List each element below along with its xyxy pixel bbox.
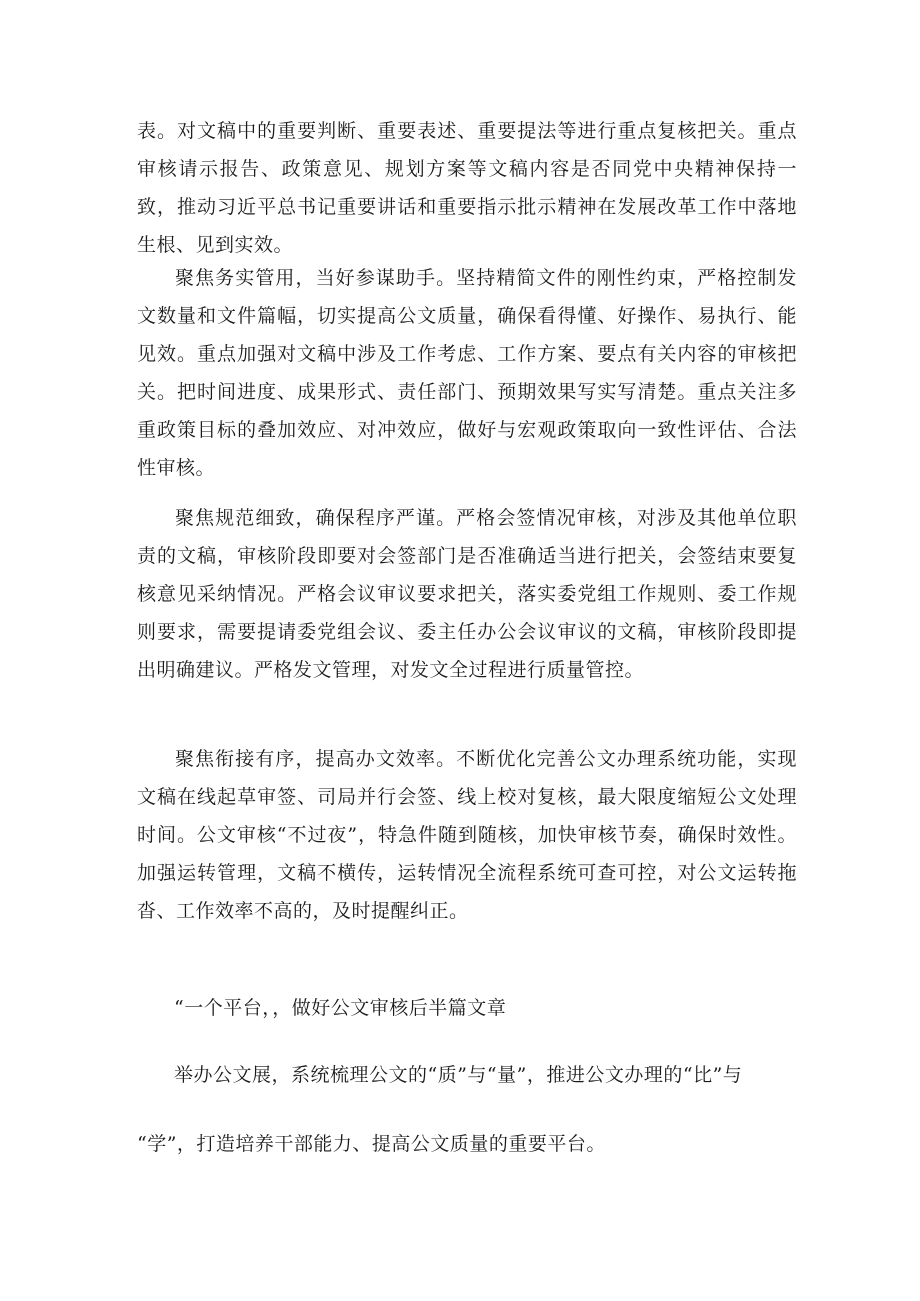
- closing-line-2: “学”，打造培养干部能力、提高公文质量的重要平台。: [137, 1133, 606, 1155]
- paragraph-practical: 聚焦务实管用，当好参谋助手。坚持精简文件的刚性约束，严格控制发文数量和文件篇幅，切实提高公文质量，确保看得懂、好操作、易执行、能见效。重点加强对文稿中涉及工作考虑、工作方案、要点有关内容的审核把关。把时间进度、成果形式、责任部门、预期效果写实写清楚。重点关注多重政策目标的叠加效应、对冲效应，做好与宏观政策取向一致性评估、合法性审核。: [137, 267, 797, 479]
- paragraph-continued: 表。对文稿中的重要判断、重要表述、重要提法等进行重点复核把关。重点审核请示报告、政策意见、规划方案等文稿内容是否同党中央精神保持一致，推动习近平总书记重要讲话和重要指示批示精神在发展改革工作中落地生根、见到实效。: [137, 120, 797, 256]
- paragraph-procedure: 聚焦规范细致，确保程序严谨。严格会签情况审核，对涉及其他单位职责的文稿，审核阶段即要对会签部门是否准确适当进行把关，会签结束要复核意见采纳情况。严格会议审议要求把关，落实委党组工作规则、委工作规则要求，需要提请委党组会议、委主任办公会议审议的文稿，审核阶段即提出明确建议。严格发文管理，对发文全过程进行质量管控。: [137, 507, 797, 681]
- section-heading: “一个平台，，做好公文审核后半篇文章: [174, 997, 507, 1019]
- closing-line-1: 举办公文展，系统梳理公文的“质”与“量”，推进公文办理的“比”与: [174, 1064, 743, 1086]
- paragraph-efficiency: 聚焦衔接有序，提高办文效率。不断优化完善公文办理系统功能，实现文稿在线起草审签、司局并行会签、线上校对复核，最大限度缩短公文处理时间。公文审核“不过夜”，特急件随到随核，加快审核节奏，确保时效性。加强运转管理，文稿不横传，运转情况全流程系统可查可控，对公文运转拖沓、工作效率不高的，及时提醒纠正。: [137, 748, 797, 922]
